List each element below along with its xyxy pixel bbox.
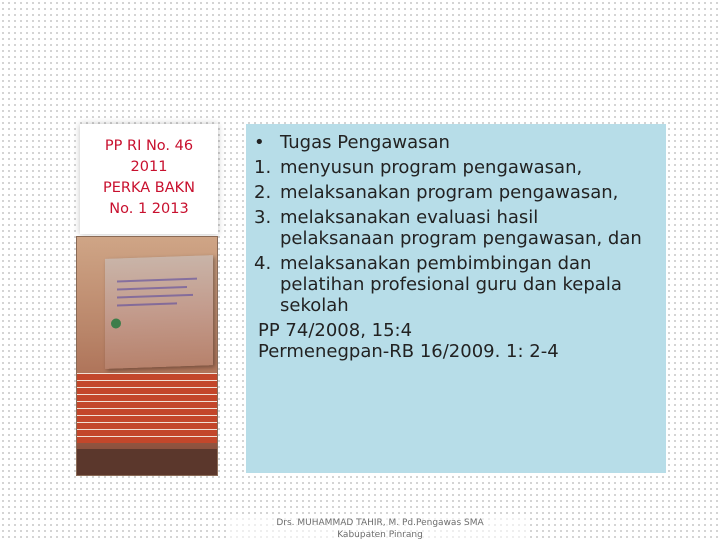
regulation-label-line-4: No. 1 2013: [109, 201, 189, 217]
regulation-label-line-2: 2011: [130, 159, 168, 175]
document-stack-photo: [76, 236, 218, 476]
list-item-number: 3.: [254, 207, 272, 228]
book-cover: [105, 255, 213, 369]
list-item: [254, 182, 658, 203]
list-item-number: 4.: [254, 253, 272, 274]
regulation-label-box: [80, 124, 218, 234]
list-item-text: melaksanakan pembimbingan dan pelatihan profesional guru dan kepala sekolah: [280, 253, 622, 316]
table-surface: [77, 449, 217, 475]
list-item: [254, 207, 658, 249]
duties-content: [254, 132, 658, 362]
list-item-number: 1.: [254, 157, 272, 178]
bullet-icon: •: [254, 132, 265, 153]
heading-row: [254, 132, 658, 153]
list-item: [254, 157, 658, 178]
footer-line-2: Kabupaten Pinrang: [337, 530, 423, 540]
list-item: [254, 253, 658, 316]
footer-caption: [230, 517, 530, 541]
list-item-number: 2.: [254, 182, 272, 203]
regulation-label-line-1: PP RI No. 46: [104, 138, 194, 154]
regulation-label-line-3: PERKA BAKN: [103, 180, 195, 196]
reference-line: PP 74/2008, 15:4: [258, 320, 413, 341]
list-item-text: menyusun program pengawasan,: [280, 157, 583, 178]
list-item-text: melaksanakan program pengawasan,: [280, 182, 619, 203]
regulation-label: [80, 136, 218, 220]
duties-panel: [246, 124, 666, 473]
list-item-text: melaksanakan evaluasi hasil pelaksanaan program pengawasan, dan: [280, 207, 642, 249]
duties-heading: Tugas Pengawasan: [280, 132, 450, 153]
reference-line: Permenegpan-RB 16/2009. 1: 2-4: [258, 341, 559, 362]
footer-line-1: Drs. MUHAMMAD TAHIR, M. Pd.Pengawas SMA: [276, 518, 484, 528]
emblem-icon: [111, 318, 121, 328]
